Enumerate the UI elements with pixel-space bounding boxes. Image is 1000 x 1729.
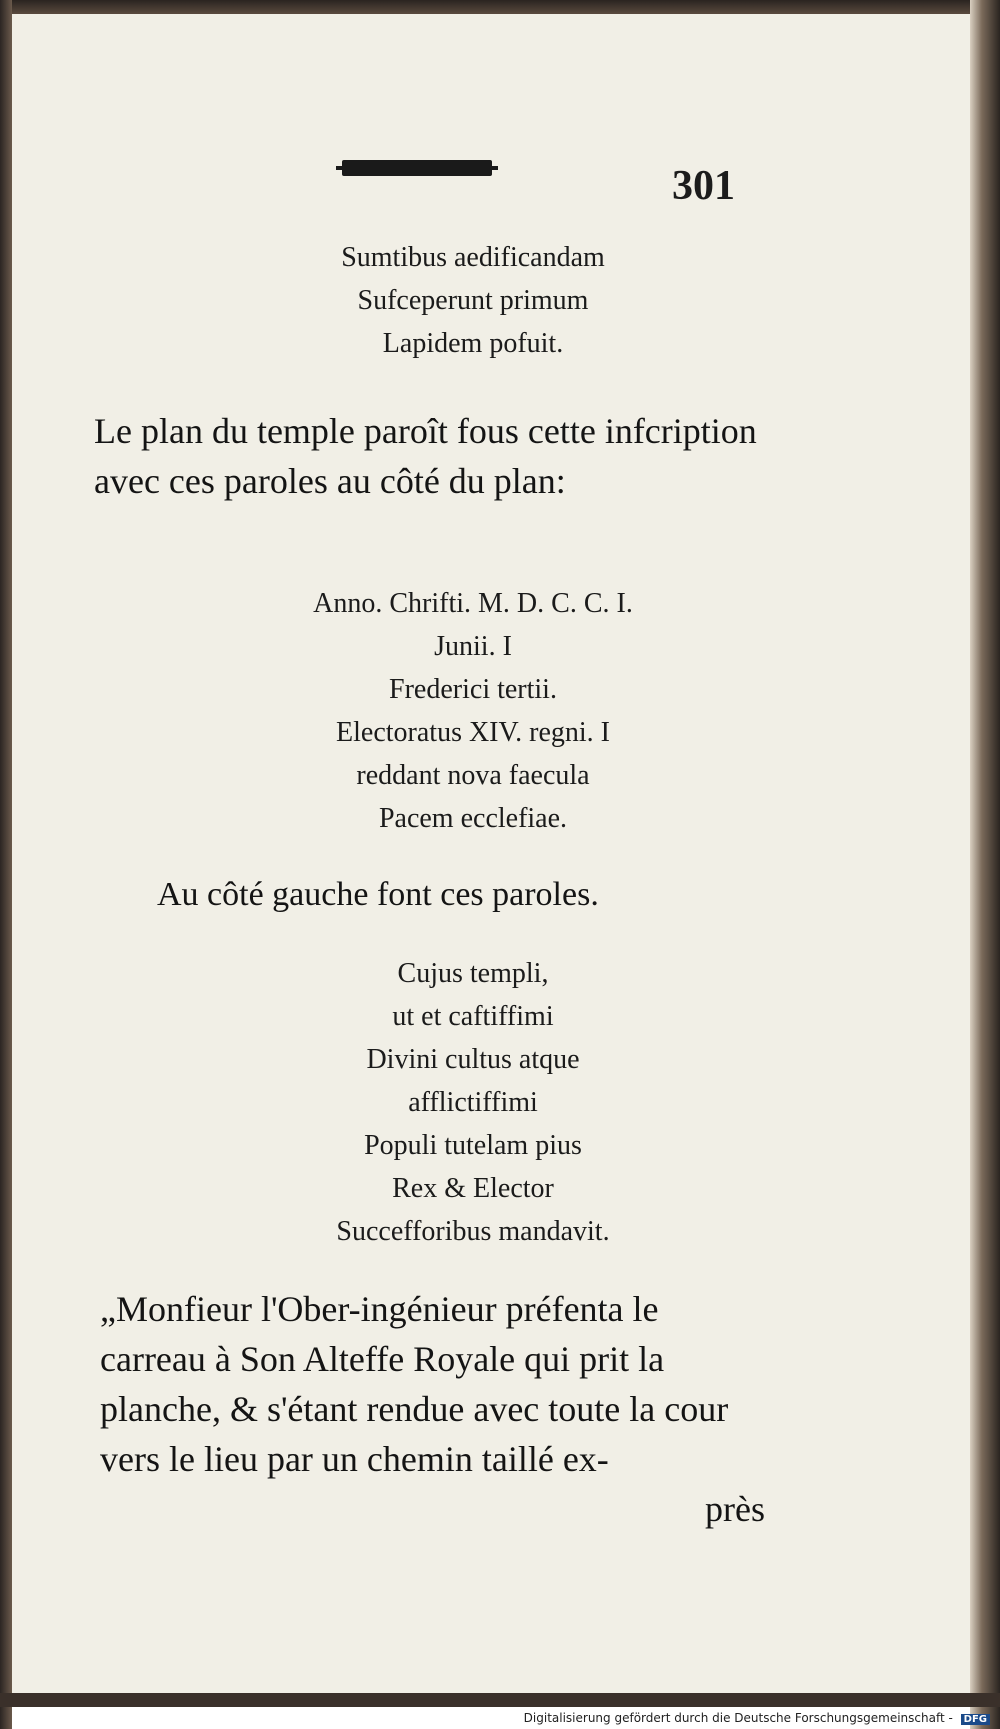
inscription-line: Electoratus XIV. regni. I bbox=[336, 717, 610, 748]
inscription-line: Anno. Chrifti. M. D. C. C. I. bbox=[313, 588, 633, 619]
book-edge-top bbox=[0, 0, 1000, 14]
inscription-line: reddant nova faecula bbox=[356, 760, 590, 791]
inscription-line: ut et caftiffimi bbox=[392, 1001, 554, 1032]
inscription-line: Sumtibus aedificandam bbox=[341, 242, 605, 273]
credit-text: Digitalisierung gefördert durch die Deutsche Forschungsgemeinschaft - bbox=[523, 1711, 953, 1725]
inscription-line: Sufceperunt primum bbox=[357, 285, 589, 316]
inscription-line: Divini cultus atque bbox=[366, 1044, 580, 1075]
book-edge-right bbox=[970, 0, 1000, 1729]
page-number: 301 bbox=[672, 163, 735, 209]
paragraph-text: „Monfieur l'Ober-ingénieur préfenta le carreau à Son Alteffe Royale qui prit la planche, & s'étant rendue avec toute la cour vers le lieu par un chemin taillé ex- bbox=[100, 1289, 729, 1479]
paragraph-left-side: Au côté gauche font ces paroles. bbox=[157, 876, 599, 913]
inscription-block-1 bbox=[0, 236, 952, 365]
book-page bbox=[12, 14, 970, 1693]
catchword: près bbox=[705, 1489, 765, 1529]
inscription-line: Rex & Elector bbox=[392, 1173, 554, 1204]
paragraph-plan: Le plan du temple paroît fous cette infcription avec ces paroles au côté du plan: bbox=[94, 411, 757, 501]
inscription-line: Populi tutelam pius bbox=[364, 1130, 582, 1161]
inscription-line: Frederici tertii. bbox=[389, 674, 557, 705]
inscription-line: afflictiffimi bbox=[408, 1087, 538, 1118]
inscription-line: Cujus templi, bbox=[397, 958, 549, 989]
digitization-credit bbox=[524, 1711, 990, 1725]
inscription-line: Lapidem pofuit. bbox=[382, 328, 564, 359]
inscription-line: Succefforibus mandavit. bbox=[336, 1216, 610, 1247]
inscription-block-2 bbox=[0, 582, 952, 840]
inscription-line: Pacem ecclefiae. bbox=[378, 803, 568, 834]
dfg-logo-badge: DFG bbox=[961, 1714, 990, 1725]
header-ornament-rule bbox=[342, 160, 492, 176]
paragraph-ober-ingenieur bbox=[100, 1284, 765, 1534]
inscription-line: Junii. I bbox=[434, 631, 512, 662]
book-edge-bottom bbox=[0, 1693, 1000, 1707]
inscription-block-3 bbox=[0, 952, 952, 1253]
